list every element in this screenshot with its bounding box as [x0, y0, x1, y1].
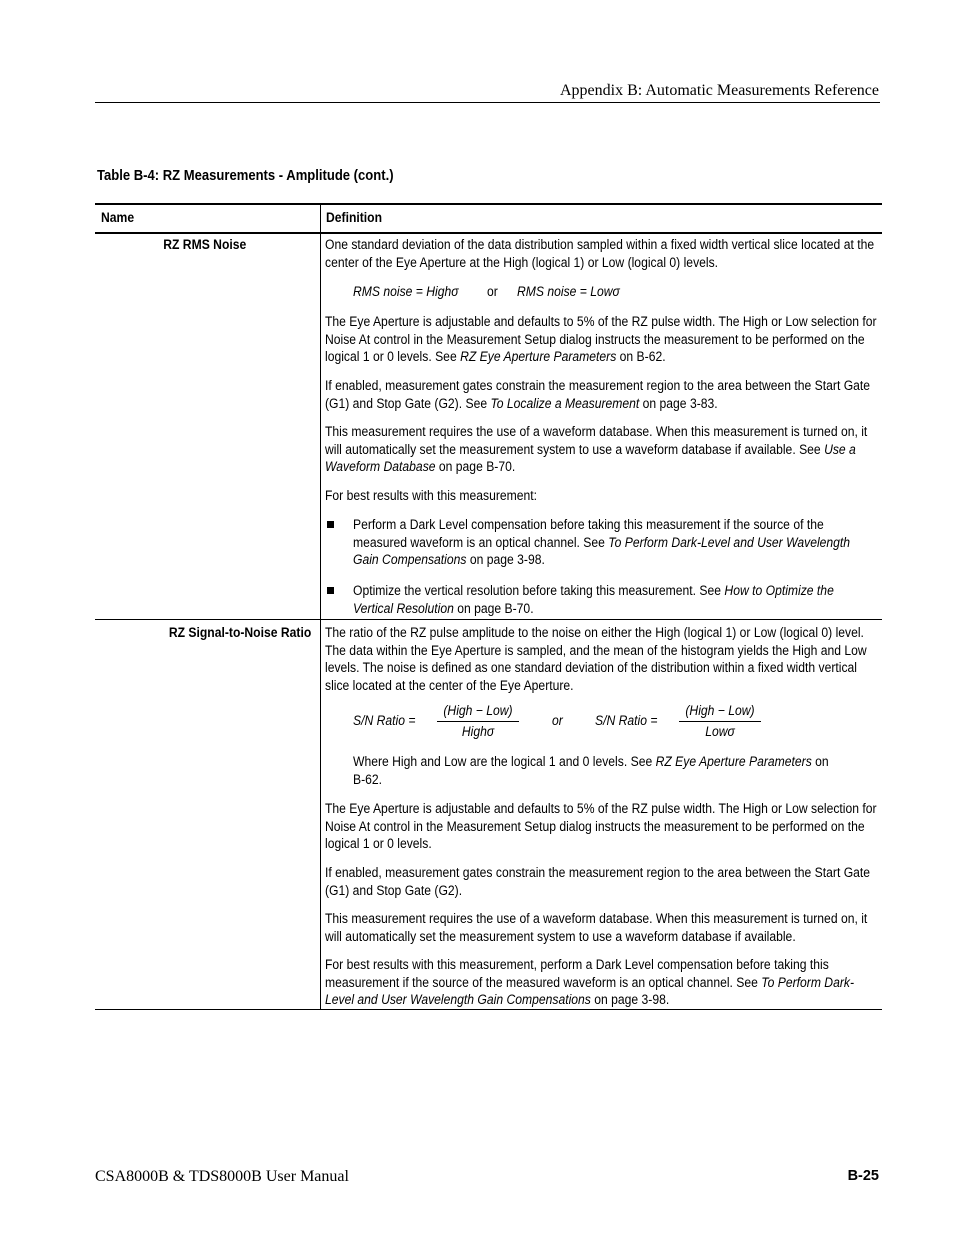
equation-rms-low: RMS noise = Lowσ [517, 284, 620, 299]
equation-or: or [487, 284, 498, 299]
fraction-numerator-right: (High − Low) [685, 703, 755, 718]
row-name-rz-rms-noise: RZ RMS Noise [162, 237, 246, 252]
cross-reference-link[interactable]: To Perform Dark-Level and User Wavelength Gain Compensations [353, 534, 851, 567]
paragraph: This measurement requires the use of a waveform database. When this measurement is turned on, it will automatically set the measurement system to use a waveform database if available. [325, 911, 868, 944]
paragraph: The Eye Aperture is adjustable and defaults to 5% of the RZ pulse width. The High or Low selection for Noise At control in the Measurement Setup dialog instructs the measurement to be performed on the logical 1 or 0 levels. [325, 801, 877, 851]
paragraph: Where High and Low are the logical 1 and 0 levels. See RZ Eye Aperture Parameters on B-62. [353, 754, 829, 787]
running-header: Appendix B: Automatic Measurements Reference [559, 82, 879, 99]
paragraph: If enabled, measurement gates constrain the measurement region to the area between the Start Gate (G1) and Stop Gate (G2). [325, 865, 871, 898]
cross-reference-link[interactable]: How to Optimize the Vertical Resolution [353, 583, 834, 616]
paragraph: This measurement requires the use of a waveform database. When this measurement is turned on, it will automatically set the measurement system to use a waveform database if available. See Use a Waveform Database on page B-70. [325, 424, 868, 474]
column-divider [320, 205, 321, 1009]
fraction-denominator-right: Lowσ [705, 724, 735, 739]
equation-lhs-right: S/N Ratio = [595, 713, 658, 728]
column-header-name: Name [101, 210, 135, 225]
paragraph: For best results with this measurement: [325, 488, 538, 503]
square-bullet-icon [325, 582, 335, 599]
paragraph: For best results with this measurement, perform a Dark Level compensation before taking this measurement if the source of the measured waveform is an optical channel. See To Perform Dark-Level and User Wavelength Gain Compensations on page 3-98. [325, 957, 855, 1007]
cross-reference-link[interactable]: Use a Waveform Database [325, 441, 856, 474]
square-bullet-icon [325, 516, 335, 533]
page-number: B-25 [847, 1168, 879, 1184]
fraction-bar [437, 721, 519, 722]
row-divider [95, 619, 882, 620]
paragraph: If enabled, measurement gates constrain the measurement region to the area between the Start Gate (G1) and Stop Gate (G2). See To Localize a Measurement on page 3-83. [325, 378, 871, 411]
equation-or: or [552, 713, 563, 728]
fraction-numerator-left: (High − Low) [443, 703, 513, 718]
header-rule [95, 102, 880, 103]
table-top-rule [95, 203, 882, 205]
footer-manual-title: CSA8000B & TDS8000B User Manual [95, 1168, 349, 1185]
column-header-definition: Definition [326, 210, 383, 225]
cross-reference-link[interactable]: RZ Eye Aperture Parameters [460, 349, 617, 364]
paragraph: One standard deviation of the data distribution sampled within a fixed width vertical slice located at the center of the Eye Aperture at the High (logical 1) or Low (logical 0) levels. [325, 237, 875, 270]
cross-reference-link[interactable]: RZ Eye Aperture Parameters [655, 754, 812, 769]
fraction-bar [679, 721, 761, 722]
table-title: Table B-4: RZ Measurements - Amplitude (cont.) [97, 168, 394, 184]
equation-rms-high: RMS noise = Highσ [353, 284, 459, 299]
equation-lhs-left: S/N Ratio = [353, 713, 416, 728]
row-name-rz-signal-to-noise-ratio: RZ Signal-to-Noise Ratio [168, 625, 311, 640]
fraction-denominator-left: Highσ [461, 724, 495, 739]
paragraph: The Eye Aperture is adjustable and defaults to 5% of the RZ pulse width. The High or Low selection for Noise At control in the Measurement Setup dialog instructs the measurement to be performed on the logical 1 or 0 levels. See RZ Eye Aperture Parameters on B-62. [325, 314, 877, 364]
paragraph: The ratio of the RZ pulse amplitude to the noise on either the High (logical 1) or Low (logical 0) level. The data within the Eye Aperture is sampled, and the mean of the histogram yields the High and Low levels. The noise is defined as one standard deviation of the distribution within a fixed width vertical slice located at the center of the Eye Aperture. [325, 625, 867, 693]
cross-reference-link[interactable]: To Localize a Measurement [490, 395, 640, 411]
cross-reference-link[interactable]: To Perform Dark-Level and User Wavelength Gain Compensations [325, 974, 855, 1007]
header-bottom-rule [95, 232, 882, 234]
table-bottom-rule [95, 1009, 882, 1010]
